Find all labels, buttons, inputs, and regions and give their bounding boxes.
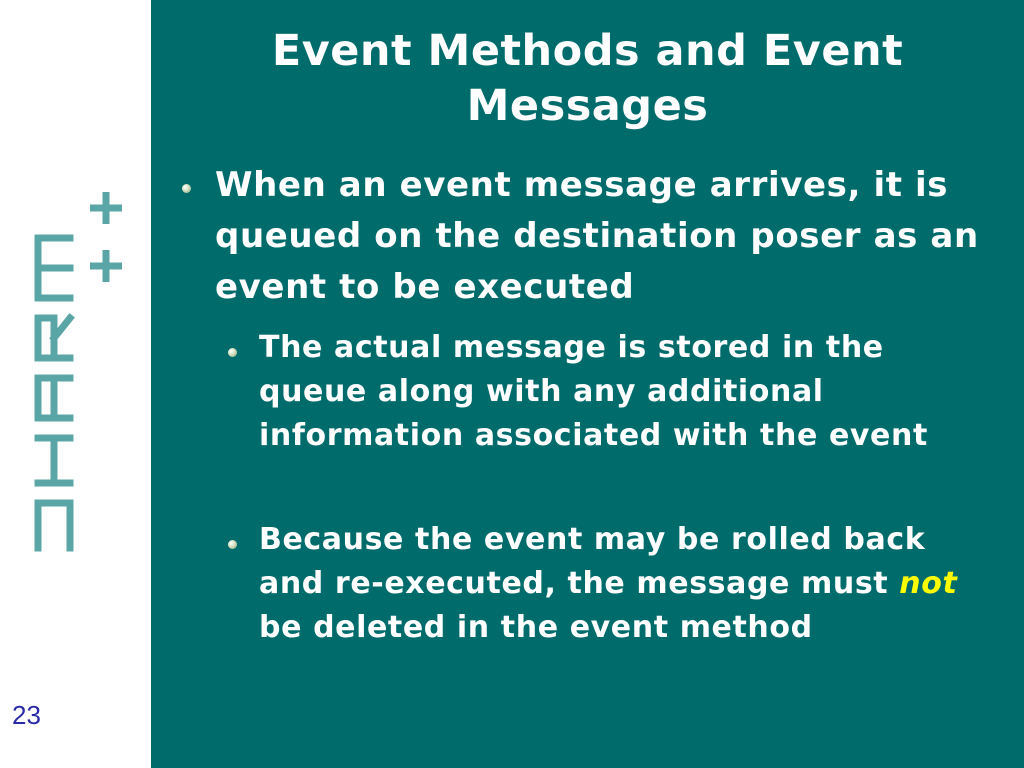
bullet-level-2: [259, 326, 999, 458]
bullet-level-2: [259, 518, 999, 650]
bullet-text: When an event message arrives, it is queued on the destination poser as an event to be executed: [215, 165, 979, 307]
bullet-text-after: be deleted in the event method: [259, 610, 813, 645]
sidebar: [0, 0, 151, 768]
slide-title: Event Methods and Event Messages: [271, 26, 904, 131]
bullet-dot-icon: [182, 184, 191, 193]
charm-logo: [20, 178, 130, 558]
bullet-level-1: [215, 160, 1005, 313]
emphasis-word: not: [899, 566, 958, 601]
bullet-text: The actual message is stored in the queue along with any additional information associated with the event: [259, 330, 928, 453]
bullet-dot-icon: [228, 348, 237, 357]
bullet-dot-icon: [228, 540, 237, 549]
bullet-text-before: Because the event may be rolled back and re-executed, the message must: [259, 522, 926, 601]
slide-content: [151, 0, 1024, 768]
slide-number: 23: [12, 700, 41, 730]
